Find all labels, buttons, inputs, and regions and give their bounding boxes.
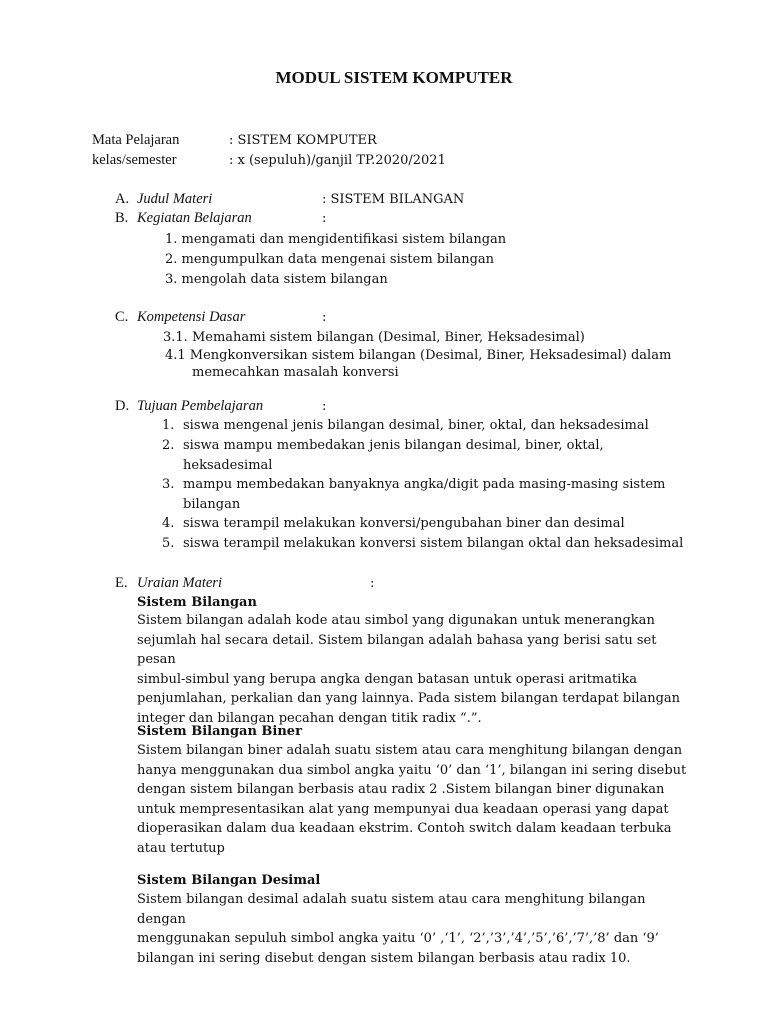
section-c-colon: : [322,310,327,325]
section-e-letter: E. [115,575,128,591]
paragraph-line: atau tertutup [137,840,225,856]
paragraph-line: menggunakan sepuluh simbol angka yaitu ‘0’ ,‘1’, ‘2’,’3’,’4’,’5’,’6’,’7’,’8’ dan ‘9’ [137,931,659,946]
section-a-label: Judul Materi [137,191,213,207]
subject-value: : SISTEM KOMPUTER [229,133,377,148]
paragraph [137,611,697,728]
list-item: 3.1. Memahami sistem bilangan (Desimal, Biner, Heksadesimal) [163,330,585,345]
section-e-label: Uraian Materi [137,575,222,591]
list-item: 2. mengumpulkan data mengenai sistem bilangan [165,252,495,267]
paragraph-line: Sistem bilangan adalah kode atau simbol yang digunakan untuk menerangkan [137,613,655,628]
list-item: 1. mengamati dan mengidentifikasi sistem bilangan [165,232,507,247]
section-b-label: Kegiatan Belajaran [137,210,252,226]
list-number: 5. [162,536,175,551]
subject-label: Mata Pelajaran [92,132,180,148]
subheading: Sistem Bilangan Desimal [137,873,321,888]
section-a-letter: A. [115,191,130,207]
paragraph-line: dengan sistem bilangan berbasis atau radix 2 .Sistem bilangan biner digunakan [137,782,665,797]
list-item: siswa terampil melakukan konversi/pengubahan biner dan desimal [183,516,625,531]
section-a-value: : SISTEM BILANGAN [322,192,465,207]
list-number: 3. [162,477,175,492]
list-item-continuation: bilangan [183,497,241,512]
paragraph-line: Sistem bilangan desimal adalah suatu sistem atau cara menghitung bilangan dengan [137,892,646,927]
section-c-label: Kompetensi Dasar [137,309,246,325]
paragraph-line: simbul-simbul yang berupa angka dengan batasan untuk operasi aritmatika [137,671,637,687]
subheading: Sistem Bilangan Biner [137,724,302,739]
section-b-colon: : [322,211,327,226]
paragraph-line: penjumlahan, perkalian dan yang lainnya. Pada sistem bilangan terdapat bilangan [137,691,681,706]
paragraph-line: dioperasikan dalam dua keadaan ekstrim. Contoh switch dalam keadaan terbuka [137,821,672,836]
list-number: 2. [162,438,175,453]
page-title: MODUL SISTEM KOMPUTER [275,68,513,87]
section-d-letter: D. [115,398,130,414]
paragraph-line: untuk mempresentasikan alat yang mempunyai dua keadaan operasi yang dapat [137,801,669,817]
list-item-continuation: heksadesimal [183,458,273,473]
list-item: mampu membedakan banyaknya angka/digit pada masing-masing sistem [183,477,666,492]
list-item: siswa terampil melakukan konversi sistem bilangan oktal dan heksadesimal [183,536,684,551]
paragraph-line: hanya menggunakan dua simbol angka yaitu ‘0’ dan ‘1’, bilangan ini sering disebut [137,762,687,778]
paragraph-line: Sistem bilangan biner adalah suatu sistem atau cara menghitung bilangan dengan [137,743,683,758]
section-d-colon: : [322,399,327,414]
list-item: 3. mengolah data sistem bilangan [165,272,388,287]
paragraph-line: sejumlah hal secara detail. Sistem bilangan adalah bahasa yang berisi satu set pesan [137,632,657,667]
class-label: kelas/semester [92,152,177,168]
list-item-continuation: memecahkan masalah konversi [192,365,399,380]
paragraph-line: bilangan ini sering disebut dengan sistem bilangan berbasis atau radix 10. [137,950,631,966]
list-number: 1. [162,418,175,433]
list-number: 4. [162,516,175,531]
section-e-colon: : [370,576,375,591]
paragraph [137,890,697,968]
subheading: Sistem Bilangan [137,595,257,610]
paragraph [137,741,697,858]
paragraph-line: integer dan bilangan pecahan dengan titik radix “.”. [137,710,482,726]
list-item: siswa mampu membedakan jenis bilangan desimal, biner, oktal, [183,438,604,453]
class-value: : x (sepuluh)/ganjil TP.2020/2021 [229,153,446,168]
section-b-letter: B. [115,210,129,226]
section-c-letter: C. [115,309,129,325]
section-d-label: Tujuan Pembelajaran [137,398,264,414]
list-item: 4.1 Mengkonversikan sistem bilangan (Desimal, Biner, Heksadesimal) dalam [165,348,672,363]
list-item: siswa mengenal jenis bilangan desimal, biner, oktal, dan heksadesimal [183,418,649,433]
